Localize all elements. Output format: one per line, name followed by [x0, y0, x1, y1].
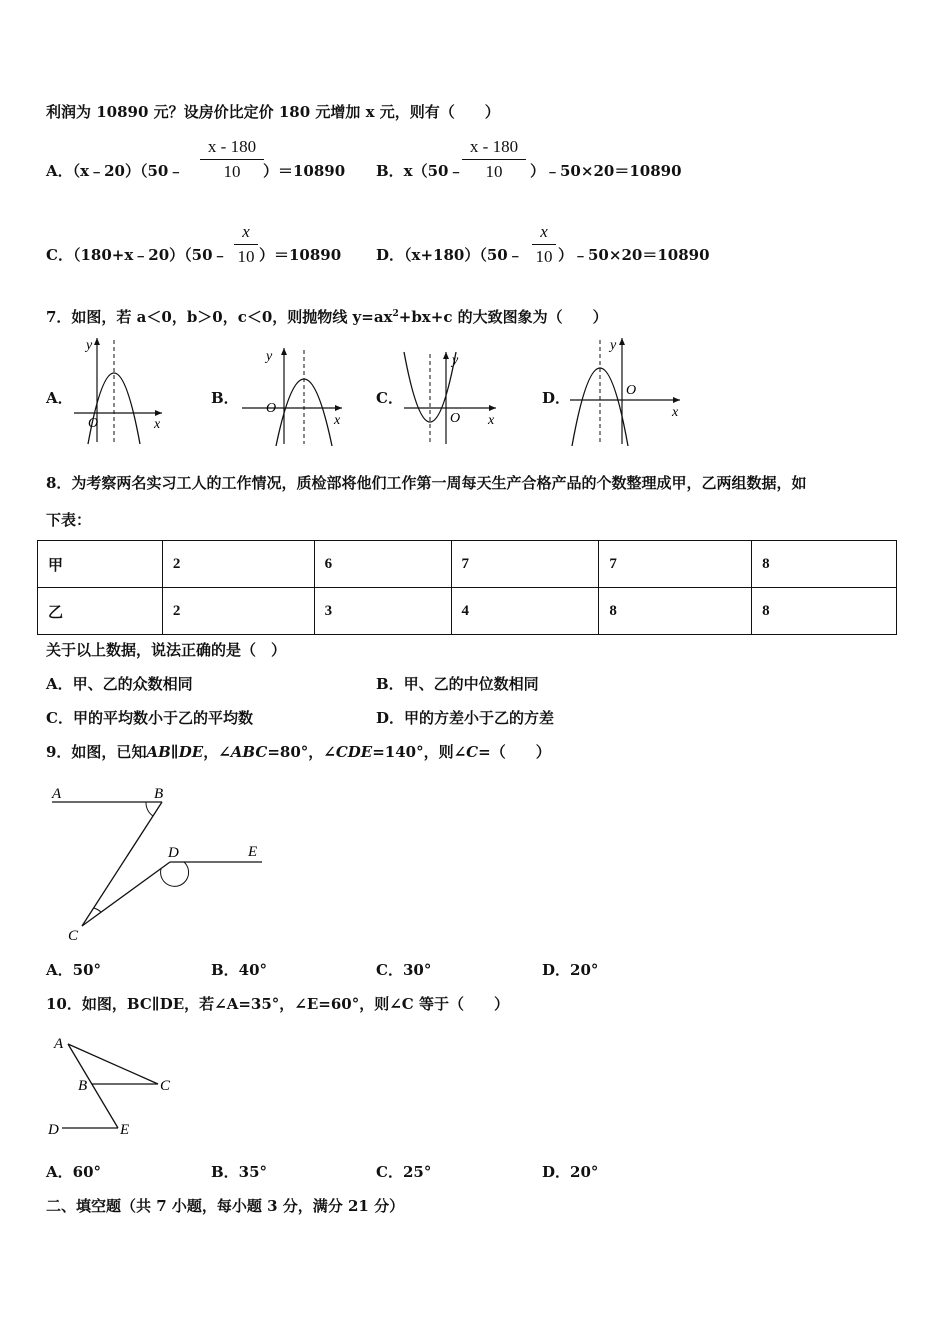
q9-stem-end: =（ ） — [478, 743, 551, 761]
line-ae — [68, 1044, 118, 1128]
q6-option-d-prefix: D．（x+180）（50﹣ — [376, 246, 523, 264]
q6-option-a-suffix: ）＝10890 — [263, 162, 346, 180]
x-label: x — [154, 417, 161, 432]
fraction-numerator: x — [540, 222, 548, 241]
q8-stem-line2: 下表： — [46, 511, 92, 529]
q10-option-b: B．35° — [211, 1163, 268, 1181]
row-header-jia: 甲 — [38, 541, 163, 588]
table-cell: 2 — [162, 588, 314, 635]
q9-option-b: B．40° — [211, 961, 268, 979]
q7-graph-b — [238, 344, 346, 446]
q7-stem-text-2: +bx+c 的大致图象为（ ） — [398, 308, 608, 326]
x-label: x — [334, 413, 341, 428]
point-d-label: D — [168, 845, 179, 861]
x-label: x — [672, 405, 679, 420]
q9-math-ab: AB — [146, 743, 171, 761]
origin-label: O — [88, 416, 99, 431]
q6-option-a-prefix: A．（x﹣20）（50﹣ — [46, 162, 184, 180]
x-label: x — [488, 413, 495, 428]
q6-option-b-suffix: ）﹣50×20＝10890 — [530, 162, 682, 180]
q7-graph-a — [70, 334, 166, 446]
table-cell: 7 — [451, 541, 599, 588]
q6-option-a-fraction — [200, 136, 264, 183]
y-label: y — [610, 338, 617, 353]
q6-option-d-suffix: ）﹣50×20＝10890 — [558, 246, 710, 264]
table-cell: 8 — [599, 588, 752, 635]
section-2-heading: 二、填空题（共 7 小题，每小题 3 分，满分 21 分） — [46, 1197, 405, 1215]
q9-math-cde: CDE — [335, 743, 373, 761]
q9-stem — [46, 743, 551, 761]
q7-graph-d — [566, 334, 684, 446]
q7-label-b: B． — [211, 389, 239, 407]
point-d-label: D — [48, 1122, 59, 1138]
q7-stem-text-1: 7．如图，若 a＜0，b＞0，c＜0，则抛物线 y=ax — [46, 308, 393, 326]
fraction-denominator: 10 — [223, 162, 241, 181]
origin-label: O — [450, 411, 461, 426]
fraction-denominator: 10 — [535, 247, 553, 266]
origin-label: O — [626, 383, 637, 398]
y-label: y — [266, 349, 273, 364]
fraction-bar — [462, 159, 526, 160]
q10-stem: 10．如图，BC∥DE，若∠A=35°，∠E=60°，则∠C 等于（ ） — [46, 995, 509, 1013]
point-e-label: E — [248, 844, 258, 860]
table-row — [38, 588, 897, 635]
x-axis-arrow — [155, 410, 162, 416]
q9-parallel-symbol: ∥ — [170, 743, 179, 761]
q6-option-c-prefix: C．（180+x﹣20）（50﹣ — [46, 246, 228, 264]
x-axis-arrow — [335, 405, 342, 411]
fraction-bar — [200, 159, 264, 160]
q9-angle-symbol-1: ，∠ — [203, 743, 231, 761]
x-axis-arrow — [489, 405, 496, 411]
y-axis-arrow — [619, 338, 625, 345]
fraction-denominator: 10 — [485, 162, 503, 181]
q9-stem-value-2: =140°，则∠ — [372, 743, 467, 761]
q10-figure — [46, 1032, 180, 1142]
point-b-label: B — [154, 786, 164, 802]
q6-option-c-suffix: ）＝10890 — [259, 246, 342, 264]
q10-option-d: D．20° — [542, 1163, 599, 1181]
table-cell: 8 — [752, 541, 897, 588]
q9-stem-prefix: 9．如图，已知 — [46, 743, 147, 761]
table-cell: 3 — [314, 588, 451, 635]
point-b-label: B — [78, 1078, 88, 1094]
y-label: y — [86, 338, 93, 353]
q9-option-a: A．50° — [46, 961, 102, 979]
line-cd — [82, 862, 170, 926]
q7-label-d: D． — [542, 389, 571, 407]
q9-stem-value-1: =80°，∠ — [267, 743, 336, 761]
q6-option-b-prefix: B．x（50﹣ — [376, 162, 464, 180]
q6-option-c-fraction — [234, 221, 258, 268]
q10-option-c: C．25° — [376, 1163, 432, 1181]
y-axis-arrow — [443, 352, 449, 359]
q6-option-d-fraction — [532, 221, 556, 268]
fraction-numerator: x - 180 — [469, 137, 519, 156]
q8-option-a: A．甲、乙的众数相同 — [46, 675, 193, 693]
q9-math-c: C — [466, 743, 479, 761]
q8-option-c: C．甲的平均数小于乙的平均数 — [46, 709, 253, 727]
fraction-bar — [532, 244, 556, 245]
table-cell: 2 — [162, 541, 314, 588]
row-header-yi: 乙 — [38, 588, 163, 635]
q8-option-d: D．甲的方差小于乙的方差 — [376, 709, 555, 727]
y-axis-arrow — [281, 348, 287, 355]
q10-option-a: A．60° — [46, 1163, 102, 1181]
angle-c-arc — [94, 908, 101, 912]
point-a-label: A — [52, 786, 62, 802]
q8-stem-line1: 8．为考察两名实习工人的工作情况，质检部将他们工作第一周每天生产合格产品的个数整理成甲，乙两组数据，如 — [46, 474, 807, 492]
q8-question: 关于以上数据，说法正确的是（ ） — [46, 641, 287, 659]
point-c-label: C — [160, 1078, 171, 1094]
fraction-denominator: 10 — [237, 247, 255, 266]
point-c-label: C — [68, 928, 79, 944]
q9-option-c: C．30° — [376, 961, 432, 979]
fraction-numerator: x — [242, 222, 250, 241]
fraction-bar — [234, 244, 258, 245]
line-bc — [82, 802, 162, 926]
table-cell: 6 — [314, 541, 451, 588]
q7-label-a: A． — [46, 389, 73, 407]
table-cell: 7 — [599, 541, 752, 588]
fraction-numerator: x - 180 — [207, 137, 257, 156]
origin-label: O — [266, 401, 277, 416]
q7-stem — [46, 305, 608, 326]
q8-option-b: B．甲、乙的中位数相同 — [376, 675, 539, 693]
angle-abc-arc — [146, 802, 153, 816]
q7-graph-c — [402, 348, 500, 446]
y-axis-arrow — [94, 338, 100, 345]
q9-option-d: D．20° — [542, 961, 599, 979]
q9-figure — [46, 780, 270, 946]
x-axis-arrow — [673, 397, 680, 403]
table-cell: 4 — [451, 588, 599, 635]
table-cell: 8 — [752, 588, 897, 635]
point-a-label: A — [54, 1036, 64, 1052]
q9-math-de: DE — [178, 743, 204, 761]
q7-exponent: 2 — [392, 309, 399, 319]
table-row — [38, 541, 897, 588]
q9-math-abc: ABC — [230, 743, 268, 761]
y-label: y — [452, 353, 459, 368]
point-e-label: E — [120, 1122, 130, 1138]
q6-stem: 利润为 10890 元？设房价比定价 180 元增加 x 元，则有（ ） — [46, 103, 500, 121]
q8-data-table — [37, 540, 897, 635]
q7-label-c: C． — [376, 389, 403, 407]
q6-option-b-fraction — [462, 136, 526, 183]
